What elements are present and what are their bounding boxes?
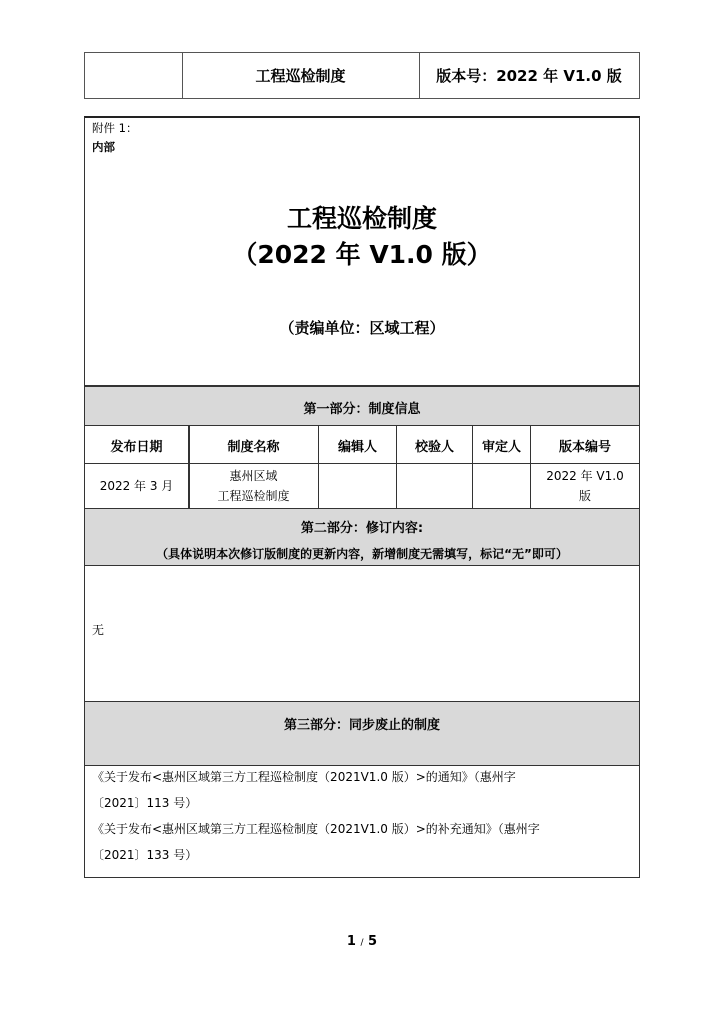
divider [472, 425, 473, 508]
abolished-policy-item: 《关于发布<惠州区域第三方工程巡检制度（2021V1.0 版）>的补充通知》（惠州字 [92, 822, 540, 836]
cell-version-number [531, 464, 639, 508]
abolished-policy-item: 《关于发布<惠州区域第三方工程巡检制度（2021V1.0 版）>的通知》（惠州字 [92, 770, 516, 784]
cell-checker [397, 464, 472, 508]
col-approver: 审定人 [481, 439, 521, 455]
part3-title: 第三部分：同步废止的制度 [283, 718, 440, 733]
page-separator: / [360, 938, 364, 948]
total-pages: 5 [368, 934, 378, 949]
col-editor: 编辑人 [337, 439, 377, 455]
divider [396, 425, 397, 508]
version-line1: 2022 年 V1.0 [546, 469, 624, 483]
cell-release-date: 2022 年 3 月 [99, 479, 174, 493]
header-version: 版本号：2022 年 V1.0 版 [436, 67, 622, 85]
header-title: 工程巡检制度 [182, 53, 420, 98]
cell-editor [319, 464, 396, 508]
divider [188, 425, 190, 508]
part3-header [85, 702, 639, 765]
header-table [84, 52, 640, 99]
part2-title: 第二部分：修订内容: [300, 521, 424, 536]
col-checker: 校验人 [414, 439, 454, 455]
policy-name-line1: 惠州区域 [229, 469, 278, 483]
part2-subtitle: （具体说明本次修订版制度的更新内容，新增制度无需填写，标记“无”即可） [156, 547, 568, 561]
document-title: 工程巡检制度 [286, 204, 437, 233]
page-number [0, 934, 724, 949]
divider [318, 425, 319, 508]
col-policy-name: 制度名称 [227, 439, 280, 455]
classification-label: 内部 [92, 140, 115, 154]
part1-header [85, 387, 639, 425]
document-version-title: （2022 年 V1.0 版） [232, 240, 492, 269]
divider [530, 425, 531, 508]
version-line2: 版 [578, 489, 591, 503]
col-release-date: 发布日期 [110, 439, 163, 455]
divider [85, 565, 639, 566]
cell-approver [473, 464, 530, 508]
abolished-policy-item: 〔2021〕113 号） [92, 796, 198, 810]
policy-name-line2: 工程巡检制度 [217, 489, 290, 503]
abolished-policy-item: 〔2021〕133 号） [92, 848, 198, 862]
part1-title: 第一部分：制度信息 [303, 402, 421, 417]
attachment-label: 附件 1： [92, 121, 138, 135]
header-empty-cell [85, 53, 183, 98]
part2-content: 无 [92, 623, 105, 637]
current-page: 1 [346, 934, 356, 949]
cell-policy-name [189, 464, 318, 508]
responsible-unit: （责编单位：区域工程） [279, 319, 445, 337]
col-version-number: 版本编号 [558, 439, 611, 455]
part2-header [85, 509, 639, 565]
